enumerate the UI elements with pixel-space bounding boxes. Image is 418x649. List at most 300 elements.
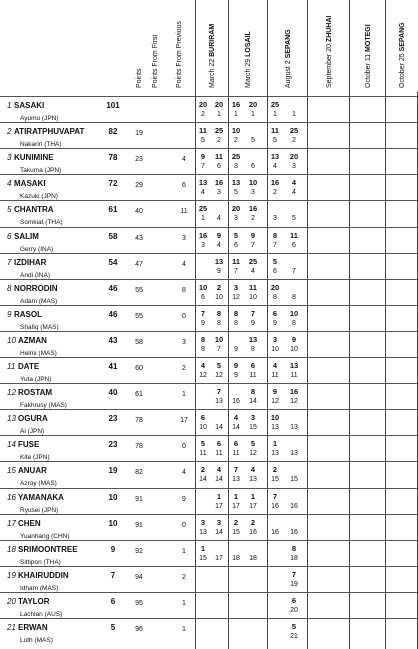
points-from-first: 29	[135, 182, 143, 190]
rider-surname: CHANTRA	[14, 205, 54, 215]
race-position: 10	[199, 424, 207, 432]
race-points: 7	[200, 308, 206, 318]
points-from-first: 78	[135, 417, 143, 425]
points-from-previous: 0	[182, 443, 186, 451]
race-points: 8	[216, 308, 222, 318]
race-position: 14	[249, 398, 257, 406]
race-points: 20	[198, 100, 208, 109]
points-from-previous: 3	[182, 338, 186, 346]
race-position: 10	[290, 345, 298, 353]
race-points: 13	[231, 178, 241, 188]
race-date: August 2	[284, 58, 292, 88]
points: 46	[108, 309, 118, 319]
race-position: 15	[232, 528, 240, 536]
points: 46	[108, 283, 118, 293]
rider-surname: SALIM	[14, 231, 39, 241]
points-from-previous: 3	[182, 234, 186, 242]
points: 10	[108, 492, 118, 502]
race-position: 8	[234, 319, 238, 327]
race-date: October 25	[399, 51, 406, 88]
race-position: 19	[290, 580, 298, 588]
rider-firstname-country: Kite (JPN)	[20, 454, 50, 462]
race-points: 8	[200, 334, 206, 344]
race-header-label	[365, 24, 372, 88]
points-from-previous: 17	[180, 417, 188, 425]
rider-firstname-country: Adam (MAS)	[20, 297, 58, 305]
race-position: 21	[290, 633, 298, 640]
points: 58	[108, 231, 118, 241]
points: 101	[106, 101, 120, 110]
points: 54	[108, 257, 118, 267]
race-points: 10	[289, 308, 299, 318]
rider-surname: RASOL	[14, 309, 42, 319]
race-points: 16	[231, 100, 241, 109]
race-points: 9	[216, 230, 222, 240]
race-points: 25	[231, 152, 241, 162]
race-points: 25	[248, 256, 258, 266]
rider-surname: MASAKI	[14, 179, 46, 189]
rider-firstname-country: Somkiat (THA)	[20, 219, 63, 227]
race-position: 2	[273, 189, 277, 197]
rider-firstname-country: Shafiq (MAS)	[20, 323, 59, 331]
race-points: 6	[233, 439, 239, 449]
race-position: 12	[271, 398, 279, 406]
race-position: 15	[249, 424, 257, 432]
points-from-first: 55	[135, 312, 143, 320]
position: 5	[7, 205, 12, 215]
race-position: 1	[251, 111, 255, 118]
rider-firstname-country: Ryusei (JPN)	[20, 506, 59, 514]
race-points: 5	[233, 230, 239, 240]
race-position: 11	[215, 450, 223, 458]
race-points: 11	[199, 126, 207, 136]
race-position: 17	[215, 554, 223, 562]
race-points: 4	[291, 178, 297, 188]
points-from-previous: 4	[182, 156, 186, 164]
rider-surname: YAMANAKA	[18, 492, 64, 502]
points-from-previous: 6	[182, 182, 186, 190]
rider-surname: ATIRATPHUVAPAT	[14, 127, 85, 137]
points-from-first: 91	[135, 495, 143, 503]
race-position: 7	[217, 345, 221, 353]
position: 12	[7, 388, 16, 398]
race-points: 1	[250, 491, 256, 501]
race-position: 5	[273, 137, 277, 145]
race-points: 4	[233, 413, 239, 423]
race-points: 9	[233, 361, 239, 370]
race-position: 9	[234, 372, 238, 379]
position: 9	[7, 309, 12, 319]
race-position: 8	[273, 293, 277, 301]
race-points: 3	[216, 517, 222, 527]
race-points: 2	[216, 282, 222, 292]
race-venue: MOTEGI	[364, 24, 372, 52]
race-position: 6	[273, 267, 277, 275]
race-points: 6	[272, 308, 278, 318]
race-position: 10	[249, 293, 257, 301]
points-from-first: 82	[135, 469, 143, 477]
race-points: 6	[250, 361, 256, 370]
rider-surname: KUNIMINE	[14, 153, 54, 163]
race-header-label	[245, 31, 252, 88]
race-points: 2	[272, 465, 278, 475]
race-position: 5	[251, 137, 255, 145]
header-points_prev	[163, 0, 195, 92]
rider-surname: SASAKI	[14, 101, 45, 110]
race-position: 5	[292, 215, 296, 223]
race-points: 1	[200, 543, 206, 553]
race-points: 9	[250, 230, 256, 240]
rider-firstname-country: Kazuki (JPN)	[20, 193, 58, 201]
race-position: 6	[201, 293, 205, 301]
race-points: 1	[233, 491, 239, 501]
race-position: 17	[215, 502, 223, 510]
race-position: 6	[292, 241, 296, 249]
race-points: 5	[250, 439, 256, 449]
race-header-label	[285, 29, 292, 88]
rider-surname: ROSTAM	[18, 388, 53, 398]
race-header-label	[326, 16, 333, 88]
race-points: 11	[215, 152, 223, 162]
race-position: 14	[215, 424, 223, 432]
race-position: 3	[234, 163, 238, 171]
race-points: 3	[272, 334, 278, 344]
race-position: 6	[251, 163, 255, 171]
race-position: 7	[251, 241, 255, 249]
points: 61	[108, 205, 118, 215]
points: 72	[108, 179, 118, 189]
race-position: 11	[249, 372, 257, 379]
rider-surname: TAYLOR	[18, 596, 50, 606]
race-points: 20	[289, 152, 299, 162]
position: 13	[7, 414, 16, 424]
points: 40	[108, 388, 118, 398]
race-points: 4	[216, 465, 222, 475]
race-position: 18	[249, 554, 257, 562]
race-points: 3	[200, 517, 206, 527]
race-points: 20	[231, 204, 241, 214]
race-points: 25	[198, 204, 208, 214]
points: 9	[110, 544, 116, 554]
points-from-first: 94	[135, 573, 143, 581]
points-from-previous: 1	[182, 626, 186, 633]
race-points: 10	[231, 126, 241, 136]
points-from-previous: 8	[182, 286, 186, 294]
points-from-previous: 4	[182, 260, 186, 268]
race-position: 15	[290, 476, 298, 484]
race-position: 10	[215, 293, 223, 301]
race-position: 12	[215, 372, 223, 379]
points-from-previous: 0	[182, 312, 186, 320]
race-points: 2	[250, 517, 256, 527]
points: 23	[108, 414, 118, 424]
race-points: 16	[270, 178, 280, 188]
race-position: 9	[201, 319, 205, 327]
race-position: 2	[217, 137, 221, 145]
rider-surname: AZMAN	[18, 335, 47, 345]
race-position: 2	[234, 137, 238, 145]
race-points: 25	[289, 126, 299, 136]
race-position: 8	[292, 319, 296, 327]
race-position: 9	[273, 319, 277, 327]
race-position: 14	[215, 476, 223, 484]
race-points: 3	[250, 413, 256, 423]
race-position: 3	[273, 215, 277, 223]
race-position: 13	[290, 424, 298, 432]
race-header	[228, 0, 267, 92]
race-points: 13	[270, 152, 280, 162]
position: 11	[7, 362, 16, 371]
standings-row	[0, 618, 418, 649]
header-points_prev-label: Points From Previous	[176, 21, 183, 88]
points-from-first: 96	[135, 626, 143, 633]
race-points: 16	[198, 230, 208, 240]
race-position: 1	[217, 111, 221, 118]
race-position: 1	[234, 111, 238, 118]
points: 5	[110, 623, 116, 632]
race-position: 13	[199, 528, 207, 536]
race-position: 12	[199, 372, 207, 379]
rider-firstname-country: Ai (JPN)	[20, 428, 45, 436]
race-position: 10	[271, 345, 279, 353]
position: 20	[7, 596, 16, 606]
race-points: 5	[291, 622, 297, 631]
race-points: 9	[291, 334, 297, 344]
points-from-previous: 0	[182, 521, 186, 529]
rider-surname: OGURA	[18, 414, 48, 424]
rider-firstname-country: Ayumu (JPN)	[20, 115, 59, 122]
position: 2	[7, 127, 12, 137]
race-position: 4	[292, 189, 296, 197]
points-from-first: 91	[135, 521, 143, 529]
race-position: 11	[290, 372, 298, 379]
race-position: 13	[232, 476, 240, 484]
race-points: 25	[214, 126, 224, 136]
points: 7	[110, 570, 116, 580]
points: 10	[108, 518, 118, 528]
race-position: 7	[234, 267, 238, 275]
race-position: 8	[217, 319, 221, 327]
header-points	[131, 0, 147, 92]
points-from-first: 95	[135, 599, 143, 607]
race-header-label	[399, 22, 406, 88]
race-points: 4	[272, 361, 278, 370]
points: 41	[108, 362, 118, 371]
points-from-first: 78	[135, 443, 143, 451]
race-position: 13	[271, 424, 279, 432]
rider-firstname-country: Takuma (JPN)	[20, 167, 62, 175]
race-position: 15	[271, 476, 279, 484]
race-points: 7	[250, 308, 256, 318]
rider-firstname-country: Yuanhang (CHN)	[20, 532, 70, 540]
race-position: 15	[199, 554, 207, 562]
race-header	[385, 0, 418, 92]
points-from-previous: 1	[182, 391, 186, 399]
race-points: 8	[272, 230, 278, 240]
race-position: 7	[292, 267, 296, 275]
rider-firstname-country: Azroy (MAS)	[20, 480, 57, 488]
race-points: 10	[248, 178, 258, 188]
position: 1	[7, 101, 12, 110]
race-points: 5	[216, 361, 222, 370]
rider-firstname-country: Idham (MAS)	[20, 584, 59, 592]
race-points: 6	[216, 439, 222, 449]
race-position: 12	[232, 293, 240, 301]
race-position: 3	[217, 189, 221, 197]
race-points: 20	[248, 100, 258, 109]
rider-surname: ANUAR	[18, 466, 47, 476]
rider-surname: CHEN	[18, 518, 41, 528]
points-from-first: 58	[135, 338, 143, 346]
header-points-label: Points	[136, 68, 143, 88]
race-position: 5	[234, 189, 238, 197]
race-header	[307, 0, 349, 92]
race-points: 13	[289, 361, 299, 370]
points-from-previous: 9	[182, 495, 186, 503]
position: 10	[7, 335, 16, 345]
position: 6	[7, 231, 12, 241]
rider-surname: KHAIRUDDIN	[18, 570, 69, 580]
race-position: 3	[292, 163, 296, 171]
rider-firstname-country: Nakarin (THA)	[20, 141, 62, 149]
race-points: 6	[200, 413, 206, 423]
race-position: 2	[251, 215, 255, 223]
position: 17	[7, 518, 16, 528]
race-position: 16	[271, 502, 279, 510]
header-points_first-label: Points From First	[152, 34, 159, 88]
race-date: September 20	[325, 42, 333, 88]
race-points: 16	[248, 204, 258, 214]
race-position: 14	[199, 476, 207, 484]
race-position: 16	[232, 398, 240, 406]
race-points: 9	[200, 152, 206, 162]
points: 23	[108, 440, 118, 450]
race-venue: BURIRAM	[209, 23, 216, 57]
race-points: 2	[200, 465, 206, 475]
rider-surname: NORRODIN	[14, 283, 58, 293]
race-position: 16	[249, 528, 257, 536]
rider-firstname-country: Fakhrusy (MAS)	[20, 402, 67, 410]
rider-surname: SRIMOONTREE	[18, 544, 78, 554]
race-position: 6	[234, 241, 238, 249]
race-points: 3	[233, 282, 239, 292]
rider-surname: DATE	[18, 362, 40, 371]
race-position: 1	[273, 111, 277, 118]
race-position: 3	[251, 189, 255, 197]
rider-firstname-country: Gerry (INA)	[20, 245, 54, 253]
race-points: 8	[250, 387, 256, 397]
points-from-first: 60	[135, 365, 143, 372]
position: 7	[7, 257, 12, 267]
race-position: 4	[217, 241, 221, 249]
race-position: 9	[251, 319, 255, 327]
race-points: 7	[233, 465, 239, 475]
rider-surname: FUSE	[18, 440, 40, 450]
race-points: 7	[272, 491, 278, 501]
race-points: 13	[248, 334, 258, 344]
race-position: 20	[290, 606, 298, 614]
race-position: 18	[290, 554, 298, 562]
race-position: 16	[290, 528, 298, 536]
points-from-previous: 11	[180, 208, 188, 216]
race-position: 11	[232, 450, 240, 458]
points-from-previous: 4	[182, 469, 186, 477]
points-from-previous: 2	[182, 365, 186, 372]
race-position: 12	[249, 450, 257, 458]
race-position: 4	[201, 189, 205, 197]
race-position: 4	[251, 267, 255, 275]
race-position: 6	[217, 163, 221, 171]
race-points: 13	[198, 178, 208, 188]
race-points: 6	[291, 595, 297, 605]
race-position: 1	[292, 111, 296, 118]
race-points: 16	[289, 387, 299, 397]
race-header	[349, 0, 385, 92]
race-points: 7	[291, 569, 297, 579]
race-position: 8	[292, 293, 296, 301]
race-header	[267, 0, 307, 92]
race-position: 13	[271, 450, 279, 458]
race-position: 9	[234, 345, 238, 353]
points: 82	[108, 127, 118, 137]
race-position: 12	[290, 398, 298, 406]
race-position: 17	[232, 502, 240, 510]
race-venue: LOSAIL	[245, 31, 252, 57]
race-position: 11	[271, 372, 279, 379]
race-points: 11	[232, 256, 240, 266]
race-position: 8	[201, 345, 205, 353]
race-position: 11	[199, 450, 207, 458]
race-position: 3	[201, 241, 205, 249]
race-position: 4	[273, 163, 277, 171]
position: 15	[7, 466, 16, 476]
rider-firstname-country: Sittipon (THA)	[20, 558, 61, 566]
race-position: 3	[234, 215, 238, 223]
race-points: 11	[249, 282, 257, 292]
position: 3	[7, 153, 12, 163]
race-points: 5	[200, 439, 206, 449]
race-header-label	[209, 24, 216, 88]
points-from-previous: 1	[182, 599, 186, 607]
points-from-first: 43	[135, 234, 143, 242]
race-venue: SEPANG	[399, 22, 406, 52]
race-points: 10	[214, 334, 224, 344]
points-from-first: 47	[135, 260, 143, 268]
race-position: 16	[271, 528, 279, 536]
position: 4	[7, 179, 12, 189]
points: 6	[110, 596, 116, 606]
race-position: 4	[217, 215, 221, 223]
points-from-first: 23	[135, 156, 143, 164]
rider-firstname-country: Luth (MAS)	[20, 637, 53, 644]
race-points: 11	[271, 126, 279, 136]
race-position: 1	[201, 215, 205, 223]
race-points: 7	[216, 387, 222, 397]
race-position: 8	[251, 345, 255, 353]
rider-firstname-country: Helmi (MAS)	[20, 349, 57, 357]
race-points: 1	[216, 491, 222, 501]
points-from-first: 92	[135, 547, 143, 555]
race-position: 13	[290, 450, 298, 458]
rider-surname: ERWAN	[18, 623, 48, 632]
race-position: 9	[217, 267, 221, 275]
position: 18	[7, 544, 16, 554]
race-position: 7	[201, 163, 205, 171]
race-header	[195, 0, 228, 92]
race-position: 13	[215, 398, 223, 406]
position: 19	[7, 570, 16, 580]
race-venue: SEPANG	[284, 29, 292, 59]
